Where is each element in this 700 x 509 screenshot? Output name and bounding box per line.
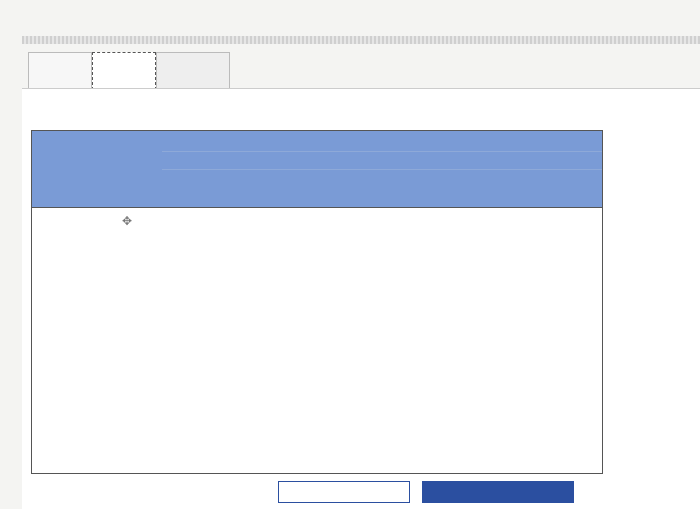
tab-required-2[interactable] (156, 52, 230, 90)
company-name (162, 133, 602, 151)
top-dotted-strip (22, 36, 700, 44)
tab-bar (28, 52, 230, 90)
tab-required-1-comp-is[interactable] (28, 52, 92, 90)
table-period (162, 170, 602, 188)
prev-button[interactable] (278, 481, 410, 503)
year-header-row (32, 189, 602, 207)
trend-table (31, 130, 603, 474)
table-header (32, 131, 602, 208)
tab-required-1-comp-bs[interactable] (92, 52, 156, 90)
table-subtitle (162, 151, 602, 169)
next-button[interactable] (422, 481, 574, 503)
move-cursor-icon: ✥ (122, 214, 133, 228)
